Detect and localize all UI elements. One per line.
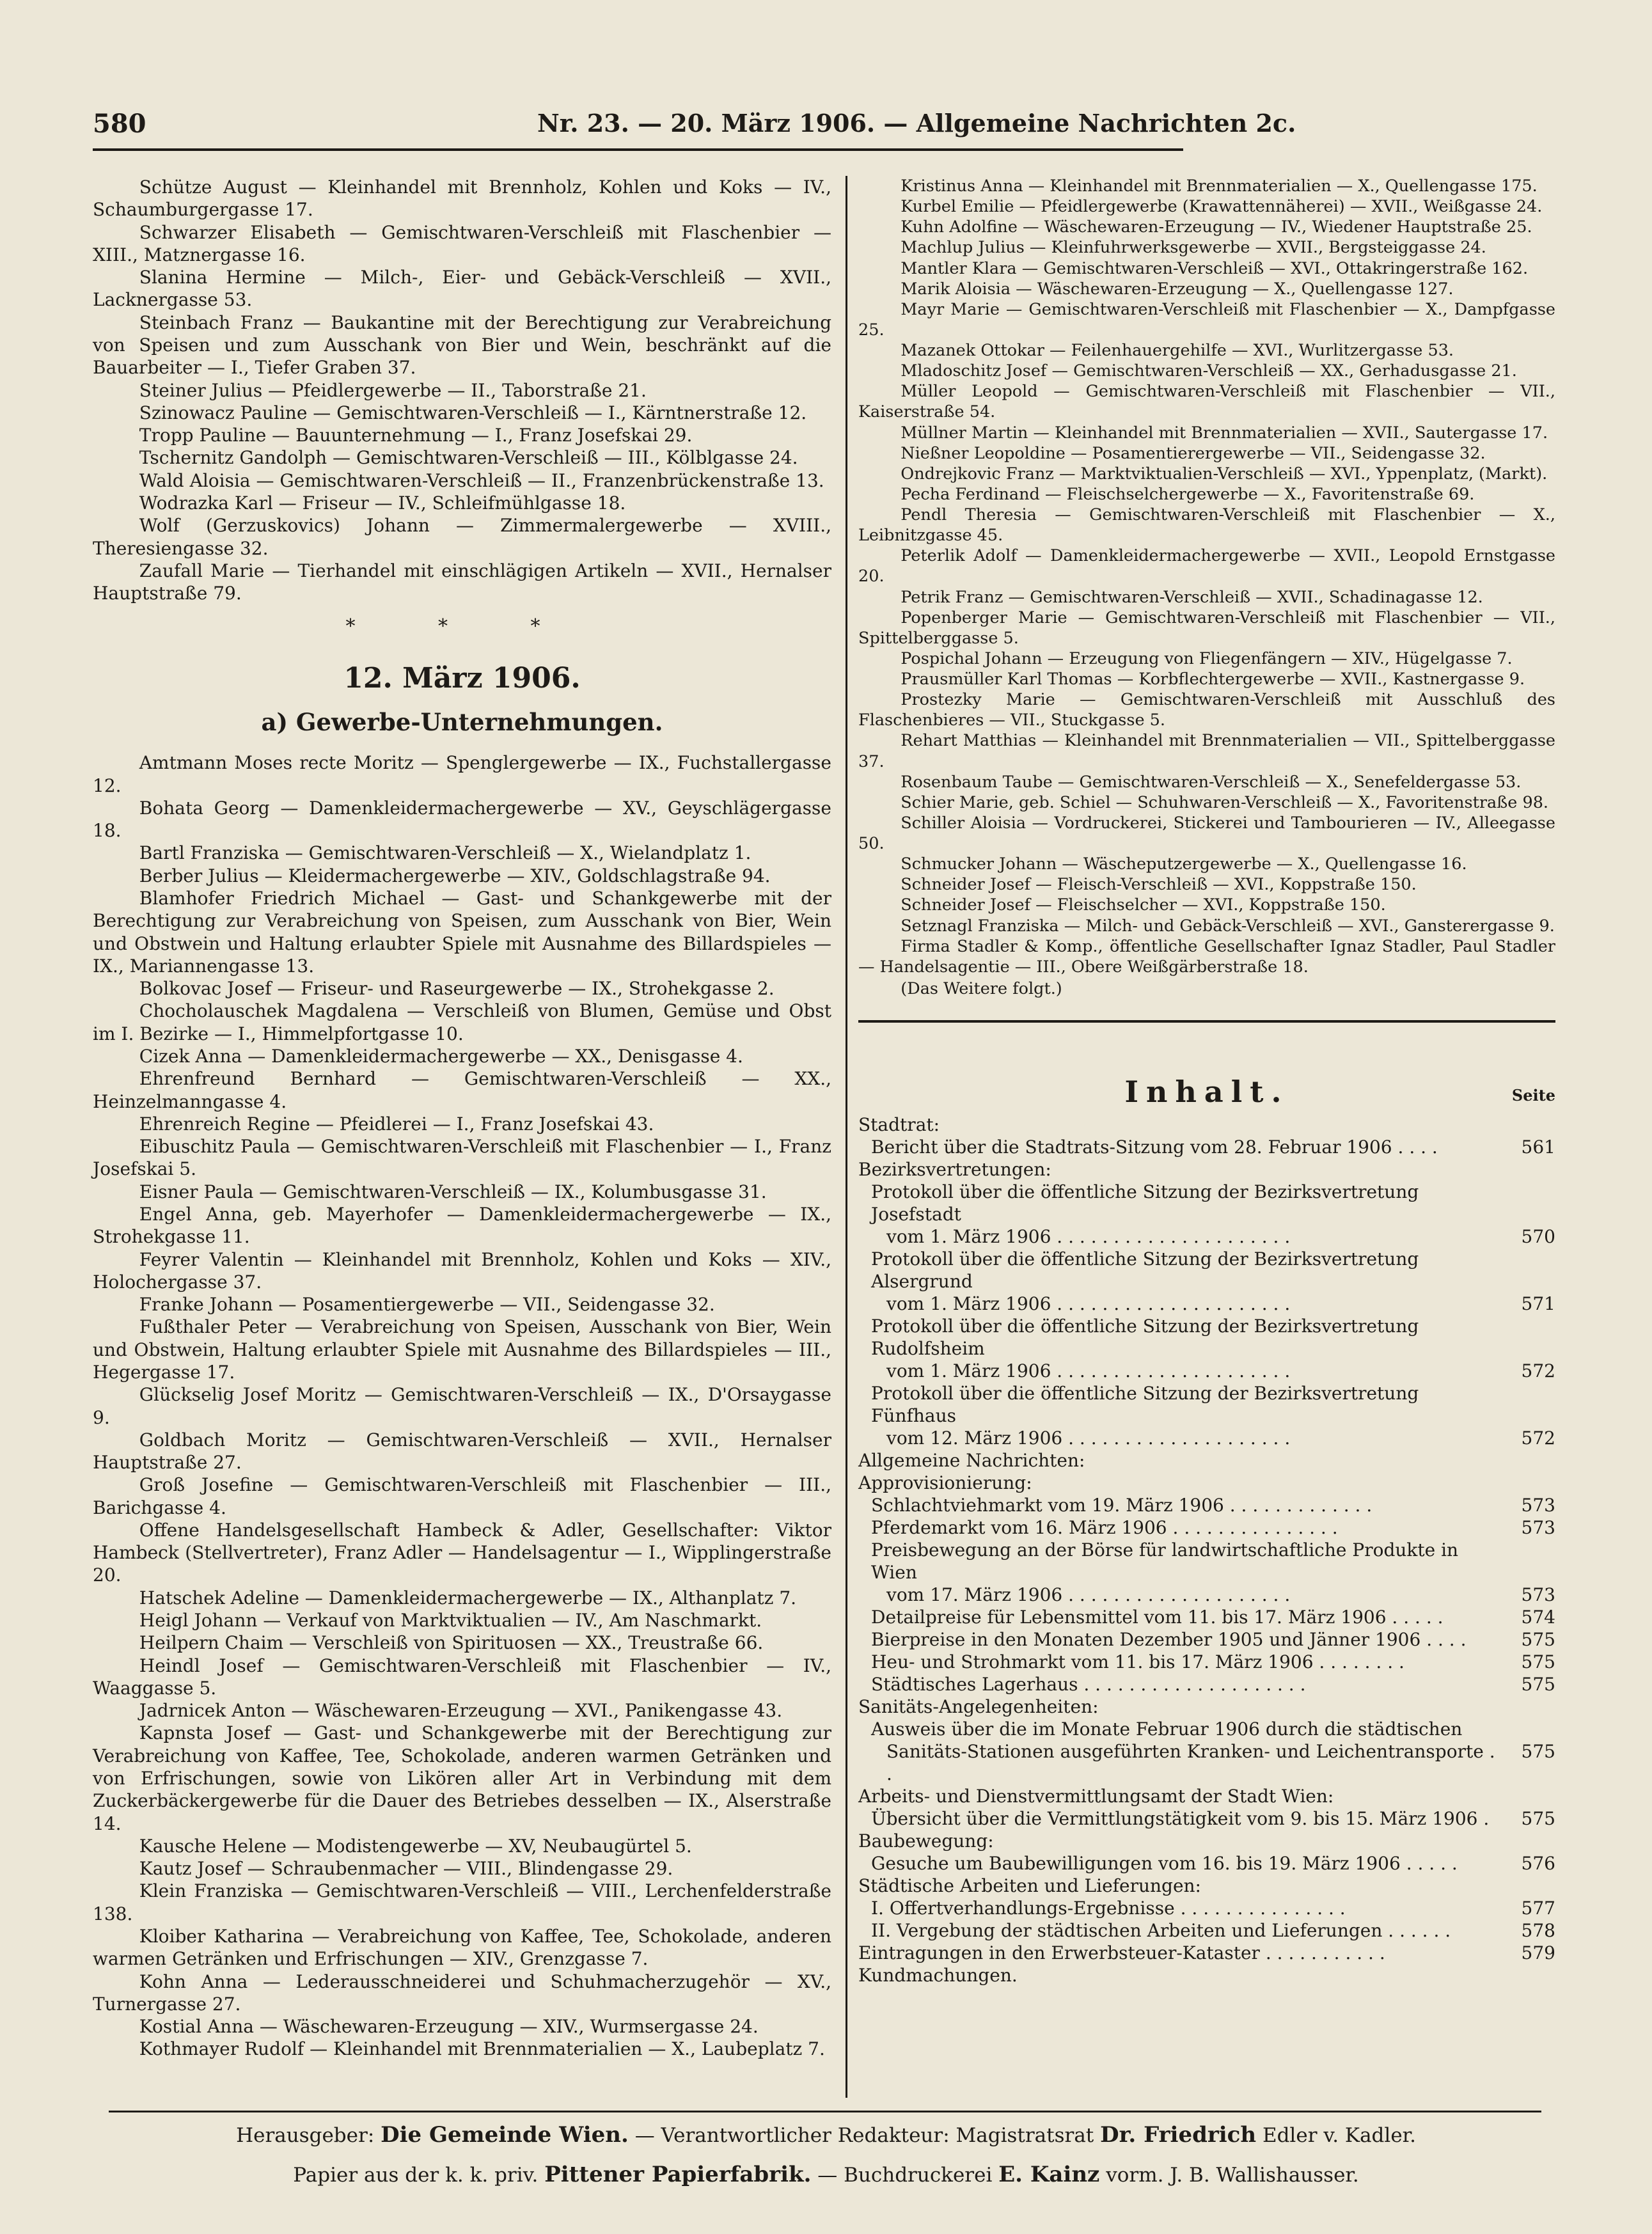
- toc-entry-page: [1504, 1830, 1555, 1852]
- toc-entry: [858, 1248, 1555, 1293]
- table-of-contents: [858, 1113, 1555, 1986]
- list-item: Bartl Franziska — Gemischtwaren-Verschleiß — X., Wielandplatz 1.: [139, 842, 751, 864]
- publisher-name: Die Gemeinde Wien.: [381, 2122, 629, 2148]
- list-item: Groß Josefine — Gemischtwaren-Verschleiß mit Flaschenbier — III., Barichgasse 4.: [93, 1474, 831, 1518]
- list-item: Bolkovac Josef — Friseur- und Raseurgewerbe — IX., Strohekgasse 2.: [139, 978, 775, 1000]
- toc-entry: [858, 1516, 1555, 1539]
- toc-title: [858, 1070, 1555, 1113]
- list-item: Eibuschitz Paula — Gemischtwaren-Verschleiß mit Flaschenbier — I., Franz Josefskai 5.: [93, 1136, 831, 1180]
- toc-entry-page: 573: [1521, 1517, 1555, 1539]
- list-item: Müllner Martin — Kleinhandel mit Brennmaterialien — XVII., Sautergasse 17.: [901, 423, 1548, 443]
- editor-name: Dr. Friedrich: [1100, 2122, 1257, 2148]
- toc-entry-text: Heu- und Strohmarkt vom 11. bis 17. März 1906 . . . . . . . .: [871, 1651, 1404, 1673]
- toc-entry-text: Approvisionierung:: [858, 1472, 1032, 1494]
- list-item: Tropp Pauline — Bauunternehmung — I., Franz Josefskai 29.: [139, 425, 693, 446]
- list-item: Kristinus Anna — Kleinhandel mit Brennmaterialien — X., Quellengasse 175.: [901, 177, 1538, 196]
- toc-entry-text: Kundmachungen.: [858, 1965, 1018, 1986]
- toc-entry-page: [1504, 1875, 1555, 1897]
- footer-printer-line: [0, 2162, 1652, 2187]
- toc-entry-page: [1504, 1181, 1555, 1225]
- toc-entry-page: 570: [1521, 1226, 1555, 1248]
- list-item: Wodrazka Karl — Friseur — IV., Schleifmühlgasse 18.: [139, 492, 626, 514]
- list-item: Wald Aloisia — Gemischtwaren-Verschleiß — II., Franzenbrückenstraße 13.: [139, 469, 824, 491]
- toc-entry-text: II. Vergebung der städtischen Arbeiten und Lieferungen . . . . . .: [871, 1920, 1451, 1942]
- list-item: Jadrnicek Anton — Wäschewaren-Erzeugung — XVI., Panikengasse 43.: [139, 1700, 783, 1722]
- footer-rule: [109, 2111, 1541, 2112]
- list-item: Setznagl Franziska — Milch- und Gebäck-Verschleiß — XVI., Gansterergasse 9.: [901, 916, 1555, 936]
- toc-entry-text: Protokoll über die öffentliche Sitzung der Bezirksvertretung Rudolfsheim: [871, 1316, 1419, 1360]
- editor-suffix: Edler v. Kadler.: [1256, 2124, 1416, 2147]
- list-item: Kohn Anna — Lederausschneiderei und Schuhmacherzugehör — XV., Turnergasse 27.: [93, 1970, 831, 2015]
- toc-entry: [858, 1785, 1555, 1807]
- entry-list-top: [93, 176, 831, 604]
- toc-entry: [858, 1315, 1555, 1360]
- toc-entry-page: [1504, 1472, 1555, 1494]
- toc-entry-text: Ausweis über die im Monate Februar 1906 durch die städtischen: [871, 1719, 1463, 1740]
- list-item: Ondrejkovic Franz — Marktviktualien-Verschleiß — XVI., Yppenplatz, (Markt).: [901, 464, 1548, 484]
- toc-entry-page: 561: [1521, 1137, 1555, 1158]
- list-item: Mantler Klara — Gemischtwaren-Verschleiß — XVI., Ottakringerstraße 162.: [901, 258, 1529, 278]
- list-item: Schwarzer Elisabeth — Gemischtwaren-Verschleiß mit Flaschenbier — XIII., Matznergasse 16.: [93, 221, 831, 265]
- toc-entry: [858, 1830, 1555, 1852]
- toc-entry-page: 578: [1521, 1920, 1555, 1942]
- list-item: Heigl Johann — Verkauf von Marktviktualien — IV., Am Naschmarkt.: [139, 1610, 762, 1632]
- toc-entry: [858, 1360, 1555, 1382]
- list-item: Wolf (Gerzuskovics) Johann — Zimmermalergewerbe — XVIII., Theresiengasse 32.: [93, 515, 831, 559]
- list-item: Rosenbaum Taube — Gemischtwaren-Verschleiß — X., Senefeldergasse 53.: [901, 772, 1522, 792]
- toc-entry-page: [1504, 1248, 1555, 1293]
- running-title: Nr. 23. — 20. März 1906. — Allgemeine Nachrichten 2c.: [537, 109, 1296, 138]
- footer-editor-label: — Verantwortlicher Redakteur: Magistratsrat: [628, 2124, 1101, 2147]
- list-item: Schütze August — Kleinhandel mit Brennholz, Kohlen und Koks — IV., Schaumburgergasse 17.: [93, 177, 831, 221]
- toc-entry: [858, 1606, 1555, 1628]
- section-heading: a) Gewerbe-Unternehmungen.: [261, 708, 663, 737]
- toc-entry-text: Protokoll über die öffentliche Sitzung der Bezirksvertretung Alsergrund: [871, 1248, 1419, 1293]
- list-item: Eisner Paula — Gemischtwaren-Verschleiß — IX., Kolumbusgasse 31.: [139, 1181, 767, 1202]
- list-item: Mazanek Ottokar — Feilenhauergehilfe — XVI., Wurlitzergasse 53.: [901, 341, 1454, 360]
- toc-entry: [858, 1897, 1555, 1919]
- list-item: Zaufall Marie — Tierhandel mit einschlägigen Artikeln — XVII., Hernalser Hauptstraße 79.: [93, 560, 831, 604]
- date-heading: 12. März 1906.: [343, 662, 581, 695]
- toc-entry-page: 572: [1521, 1360, 1555, 1382]
- list-item: Kautz Josef — Schraubenmacher — VIII., Blindengasse 29.: [139, 1858, 673, 1880]
- left-column: [93, 176, 831, 2061]
- list-item: Schneider Josef — Fleisch-Verschleiß — XVI., Koppstraße 150.: [901, 875, 1417, 895]
- list-item: Fußthaler Peter — Verabreichung von Speisen, Ausschank von Bier, Wein und Obstwein, Haltung erlaubter Spiele mit Ausnahme des Billardspieles — III., Hegergasse 17.: [93, 1316, 831, 1383]
- toc-entry-page: 579: [1521, 1942, 1555, 1964]
- toc-entry-page: [1504, 1718, 1555, 1740]
- toc-entry-page: 572: [1521, 1428, 1555, 1449]
- toc-entry-text: vom 12. März 1906 . . . . . . . . . . . . . . . . . . . .: [886, 1428, 1291, 1449]
- list-item: Cizek Anna — Damenkleidermachergewerbe — XX., Denisgasse 4.: [139, 1046, 743, 1067]
- footer-label: Herausgeber:: [236, 2124, 381, 2147]
- toc-entry-page: 571: [1521, 1293, 1555, 1315]
- toc-entry-page: 575: [1521, 1741, 1555, 1763]
- toc-entry: [858, 1875, 1555, 1897]
- printer-label: — Buchdruckerei: [811, 2164, 999, 2187]
- toc-entry-page: [1504, 1382, 1555, 1427]
- list-item: Kurbel Emilie — Pfeidlergewerbe (Krawattennäherei) — XVII., Weißgasse 24.: [901, 197, 1543, 217]
- toc-rule: [858, 1020, 1555, 1023]
- list-item: Klein Franziska — Gemischtwaren-Verschleiß — VIII., Lerchenfelderstraße 138.: [93, 1880, 831, 1924]
- toc-entry-page: 575: [1521, 1651, 1555, 1673]
- list-item: Steiner Julius — Pfeidlergewerbe — II., Taborstraße 21.: [139, 379, 647, 401]
- list-item: Prausmüller Karl Thomas — Korbflechtergewerbe — XVII., Kastnergasse 9.: [901, 670, 1525, 689]
- toc-entry-text: vom 1. März 1906 . . . . . . . . . . . . . . . . . . . . .: [886, 1226, 1291, 1248]
- list-item: Amtmann Moses recte Moritz — Spenglergewerbe — IX., Fuchstallergasse 12.: [93, 752, 831, 796]
- entry-list-right: [858, 176, 1555, 977]
- toc-entry-text: Pferdemarkt vom 16. März 1906 . . . . . . . . . . . . . . .: [871, 1517, 1338, 1539]
- list-item: Schiller Aloisia — Vordruckerei, Stickerei und Tambourieren — IV., Alleegasse 50.: [858, 813, 1555, 853]
- list-item: Kausche Helene — Modistengewerbe — XV, Neubaugürtel 5.: [139, 1835, 692, 1857]
- list-item: Schier Marie, geb. Schiel — Schuhwaren-Verschleiß — X., Favoritenstraße 98.: [901, 792, 1549, 812]
- toc-page-label: Seite: [1511, 1086, 1555, 1105]
- toc-entry: [858, 1740, 1555, 1785]
- list-item: Ehrenreich Regine — Pfeidlerei — I., Franz Josefskai 43.: [139, 1113, 654, 1135]
- list-item: Nießner Leopoldine — Posamentierergewerbe — VII., Seidengasse 32.: [901, 443, 1486, 463]
- toc-entry-text: Schlachtviehmarkt vom 19. März 1906 . . . . . . . . . . . . .: [871, 1495, 1373, 1516]
- toc-entry: [858, 1181, 1555, 1225]
- footer-publisher-line: [0, 2122, 1652, 2148]
- toc-entry-page: 574: [1521, 1607, 1555, 1628]
- toc-entry: [858, 1494, 1555, 1516]
- toc-entry-page: 575: [1521, 1629, 1555, 1651]
- list-item: Kloiber Katharina — Verabreichung von Kaffee, Tee, Schokolade, anderen warmen Getränken und Erfrischungen — XIV., Grenzgasse 7.: [93, 1925, 831, 1970]
- toc-entry: [858, 1964, 1555, 1986]
- list-item: Ehrenfreund Bernhard — Gemischtwaren-Verschleiß — XX., Heinzelmanngasse 4.: [93, 1068, 831, 1112]
- toc-entry-page: 577: [1521, 1898, 1555, 1919]
- list-item: Slanina Hermine — Milch-, Eier- und Gebäck-Verschleiß — XVII., Lacknergasse 53.: [93, 267, 831, 311]
- toc-entry: [858, 1919, 1555, 1942]
- toc-entry-page: [1504, 1785, 1555, 1807]
- list-item: Offene Handelsgesellschaft Hambeck & Adler, Gesellschafter: Viktor Hambeck (Stellvertreter), Franz Adler — Handelsagentur — I., Wipplingerstraße 20.: [93, 1519, 831, 1586]
- printer-name: E. Kainz: [998, 2162, 1100, 2187]
- toc-entry: [858, 1852, 1555, 1875]
- toc-entry-text: Städtisches Lagerhaus . . . . . . . . . . . . . . . . . . . .: [871, 1674, 1306, 1695]
- paper-mill: Pittener Papierfabrik.: [544, 2162, 812, 2187]
- toc-entry-page: [1504, 1315, 1555, 1360]
- list-item: Kostial Anna — Wäschewaren-Erzeugung — XIV., Wurmsergasse 24.: [139, 2016, 759, 2038]
- list-item: Mayr Marie — Gemischtwaren-Verschleiß mit Flaschenbier — X., Dampfgasse 25.: [858, 299, 1555, 340]
- list-item: Pendl Theresia — Gemischtwaren-Verschleiß mit Flaschenbier — X., Leibnitzgasse 45.: [858, 505, 1555, 546]
- toc-entry: [858, 1807, 1555, 1830]
- toc-entry-text: Bericht über die Stadtrats-Sitzung vom 28. Februar 1906 . . . .: [871, 1137, 1438, 1158]
- toc-entry-text: Gesuche um Baubewilligungen vom 16. bis 19. März 1906 . . . . .: [871, 1853, 1458, 1875]
- toc-entry: [858, 1136, 1555, 1158]
- toc-entry-page: [1504, 1964, 1555, 1986]
- toc-entry-page: [1504, 1449, 1555, 1472]
- list-item: Hatschek Adeline — Damenkleidermachergewerbe — IX., Althanplatz 7.: [139, 1587, 797, 1609]
- list-item: Bohata Georg — Damenkleidermachergewerbe — XV., Geyschlägergasse 18.: [93, 797, 831, 842]
- toc-title-text: Inhalt.: [1124, 1074, 1289, 1110]
- toc-entry: [858, 1225, 1555, 1248]
- toc-entry: [858, 1539, 1555, 1584]
- toc-entry: [858, 1293, 1555, 1315]
- list-item: Kuhn Adolfine — Wäschewaren-Erzeugung — IV., Wiedener Hauptstraße 25.: [901, 217, 1532, 237]
- toc-entry: [858, 1382, 1555, 1427]
- toc-entry: [858, 1472, 1555, 1494]
- right-column: [858, 176, 1555, 1986]
- list-item: Kapnsta Josef — Gast- und Schankgewerbe mit der Berechtigung zur Verabreichung von Kaffee, Tee, Schokolade, anderen warmen Getränken und von Erfrischungen, sowie von Likören aller Art in Verbindung mit dem Zuckerbäckergewerbe für die Dauer des Betriebes desselben — IX., Alserstraße 14.: [93, 1722, 831, 1834]
- list-item: Heilpern Chaim — Verschleiß von Spirituosen — XX., Treustraße 66.: [139, 1632, 764, 1654]
- list-item: Goldbach Moritz — Gemischtwaren-Verschleiß — XVII., Hernalser Hauptstraße 27.: [93, 1429, 831, 1474]
- list-item: Machlup Julius — Kleinfuhrwerksgewerbe — XVII., Bergsteiggasse 24.: [901, 238, 1486, 258]
- toc-entry-text: vom 17. März 1906 . . . . . . . . . . . . . . . . . . . .: [886, 1584, 1291, 1606]
- toc-entry: [858, 1113, 1555, 1136]
- toc-entry: [858, 1158, 1555, 1181]
- list-item: Engel Anna, geb. Mayerhofer — Damenkleidermachergewerbe — IX., Strohekgasse 11.: [93, 1203, 831, 1248]
- column-divider: [846, 176, 847, 2098]
- list-item: Tschernitz Gandolph — Gemischtwaren-Verschleiß — III., Kölblgasse 24.: [139, 447, 798, 469]
- list-item: Marik Aloisia — Wäschewaren-Erzeugung — X., Quellengasse 127.: [901, 279, 1454, 299]
- toc-entry: [858, 1584, 1555, 1606]
- list-item: Mladoschitz Josef — Gemischtwaren-Verschleiß — XX., Gerhadusgasse 21.: [901, 361, 1517, 381]
- toc-entry: [858, 1942, 1555, 1964]
- list-item: Franke Johann — Posamentiergewerbe — VII., Seidengasse 32.: [139, 1294, 715, 1316]
- list-item: Szinowacz Pauline — Gemischtwaren-Verschleiß — I., Kärntnerstraße 12.: [139, 402, 807, 423]
- toc-entry-page: [1504, 1158, 1555, 1181]
- page-number: 580: [93, 109, 146, 139]
- continued-note: (Das Weitere folgt.): [901, 979, 1062, 998]
- list-item: Kothmayer Rudolf — Kleinhandel mit Brennmaterialien — X., Laubeplatz 7.: [139, 2038, 825, 2060]
- toc-entry-text: vom 1. März 1906 . . . . . . . . . . . . . . . . . . . . .: [886, 1293, 1291, 1315]
- list-item: Schmucker Johann — Wäscheputzergewerbe — X., Quellengasse 16.: [901, 854, 1467, 874]
- list-item: Blamhofer Friedrich Michael — Gast- und Schankgewerbe mit der Berechtigung zur Verabreichung von Speisen, zum Ausschank von Bier, Wein und Obstwein und Haltung erlaubter Spiele mit Ausnahme des Billardspieles — IX., Mariannengasse 13.: [93, 888, 831, 977]
- header-rule: [93, 148, 1183, 151]
- toc-entry-page: 573: [1521, 1495, 1555, 1516]
- toc-entry-text: Städtische Arbeiten und Lieferungen:: [858, 1875, 1201, 1897]
- list-item: Schneider Josef — Fleischselcher — XVI., Koppstraße 150.: [901, 895, 1386, 915]
- list-item: Steinbach Franz — Baukantine mit der Berechtigung zur Verabreichung von Speisen und zum Ausschank von Bier und Wein, beschränkt auf die Bauarbeiter — I., Tiefer Graben 37.: [93, 311, 831, 379]
- toc-entry-text: Stadtrat:: [858, 1114, 940, 1136]
- toc-entry-page: [1504, 1539, 1555, 1584]
- list-item: Popenberger Marie — Gemischtwaren-Verschleiß mit Flaschenbier — VII., Spittelberggasse 5.: [858, 608, 1555, 648]
- toc-entry-text: Detailpreise für Lebensmittel vom 11. bis 17. März 1906 . . . . .: [871, 1607, 1444, 1628]
- list-item: Peterlik Adolf — Damenkleidermachergewerbe — XVII., Leopold Ernstgasse 20.: [858, 546, 1555, 586]
- toc-entry: [858, 1628, 1555, 1651]
- toc-entry-text: Protokoll über die öffentliche Sitzung der Bezirksvertretung Josefstadt: [871, 1181, 1419, 1225]
- toc-entry-text: vom 1. März 1906 . . . . . . . . . . . . . . . . . . . . .: [886, 1360, 1291, 1382]
- toc-entry: [858, 1427, 1555, 1449]
- list-item: Pospichal Johann — Erzeugung von Fliegenfängern — XIV., Hügelgasse 7.: [901, 649, 1513, 668]
- toc-entry-text: Bezirksvertretungen:: [858, 1159, 1051, 1181]
- list-item: Berber Julius — Kleidermachergewerbe — XIV., Goldschlagstraße 94.: [139, 865, 771, 886]
- entry-list-bottom: [93, 751, 831, 2060]
- list-item: Müller Leopold — Gemischtwaren-Verschleiß mit Flaschenbier — VII., Kaiserstraße 54.: [858, 382, 1555, 422]
- list-item: Firma Stadler & Komp., öffentliche Gesellschafter Ignaz Stadler, Paul Stadler — Handelsagentie — III., Obere Weißgärberstraße 18.: [858, 936, 1555, 977]
- toc-entry-text: Baubewegung:: [858, 1830, 994, 1852]
- toc-entry: [858, 1449, 1555, 1472]
- toc-entry-text: Arbeits- und Dienstvermittlungsamt der Stadt Wien:: [858, 1786, 1334, 1807]
- paper-label: Papier aus der k. k. priv.: [293, 2164, 545, 2187]
- list-item: Petrik Franz — Gemischtwaren-Verschleiß — XVII., Schadinagasse 12.: [901, 587, 1483, 607]
- toc-entry-text: Protokoll über die öffentliche Sitzung der Bezirksvertretung Fünfhaus: [871, 1383, 1419, 1427]
- separator-stars: * * *: [345, 615, 579, 638]
- list-item: Pecha Ferdinand — Fleischselchergewerbe — X., Favoritenstraße 69.: [901, 484, 1475, 504]
- toc-entry-page: 575: [1521, 1674, 1555, 1695]
- toc-entry: [858, 1651, 1555, 1673]
- list-item: Glückselig Josef Moritz — Gemischtwaren-Verschleiß — IX., D'Orsaygasse 9.: [93, 1384, 831, 1428]
- toc-entry-page: 576: [1521, 1853, 1555, 1875]
- list-item: Heindl Josef — Gemischtwaren-Verschleiß mit Flaschenbier — IV., Waaggasse 5.: [93, 1655, 831, 1699]
- list-item: Rehart Matthias — Kleinhandel mit Brennmaterialien — VII., Spittelberggasse 37.: [858, 731, 1555, 771]
- toc-entry-text: Preisbewegung an der Börse für landwirtschaftliche Produkte in Wien: [871, 1539, 1459, 1584]
- list-item: Chocholauschek Magdalena — Verschleiß von Blumen, Gemüse und Obst im I. Bezirke — I., Himmelpfortgasse 10.: [93, 1000, 831, 1044]
- list-item: Feyrer Valentin — Kleinhandel mit Brennholz, Kohlen und Koks — XIV., Holochergasse 37.: [93, 1248, 831, 1293]
- toc-entry-page: 575: [1521, 1808, 1555, 1830]
- toc-entry-text: I. Offertverhandlungs-Ergebnisse . . . . . . . . . . . . . . .: [871, 1898, 1346, 1919]
- toc-entry-text: Sanitäts-Stationen ausgeführten Kranken- und Leichentransporte . .: [886, 1741, 1495, 1785]
- list-item: Prostezky Marie — Gemischtwaren-Verschleiß mit Ausschluß des Flaschenbieres — VII., Stuckgasse 5.: [858, 690, 1555, 730]
- toc-entry-text: Bierpreise in den Monaten Dezember 1905 und Jänner 1906 . . . .: [871, 1629, 1467, 1651]
- toc-entry-text: Übersicht über die Vermittlungstätigkeit vom 9. bis 15. März 1906 .: [871, 1808, 1490, 1830]
- toc-entry: [858, 1673, 1555, 1695]
- printer-suffix: vorm. J. B. Wallishausser.: [1099, 2164, 1359, 2187]
- toc-entry-page: [1504, 1695, 1555, 1718]
- toc-entry: [858, 1695, 1555, 1718]
- toc-entry-text: Allgemeine Nachrichten:: [858, 1450, 1085, 1472]
- toc-entry-page: 573: [1521, 1584, 1555, 1606]
- toc-entry: [858, 1718, 1555, 1740]
- toc-entry-text: Eintragungen in den Erwerbsteuer-Kataster . . . . . . . . . . .: [858, 1942, 1385, 1964]
- toc-entry-text: Sanitäts-Angelegenheiten:: [858, 1696, 1099, 1718]
